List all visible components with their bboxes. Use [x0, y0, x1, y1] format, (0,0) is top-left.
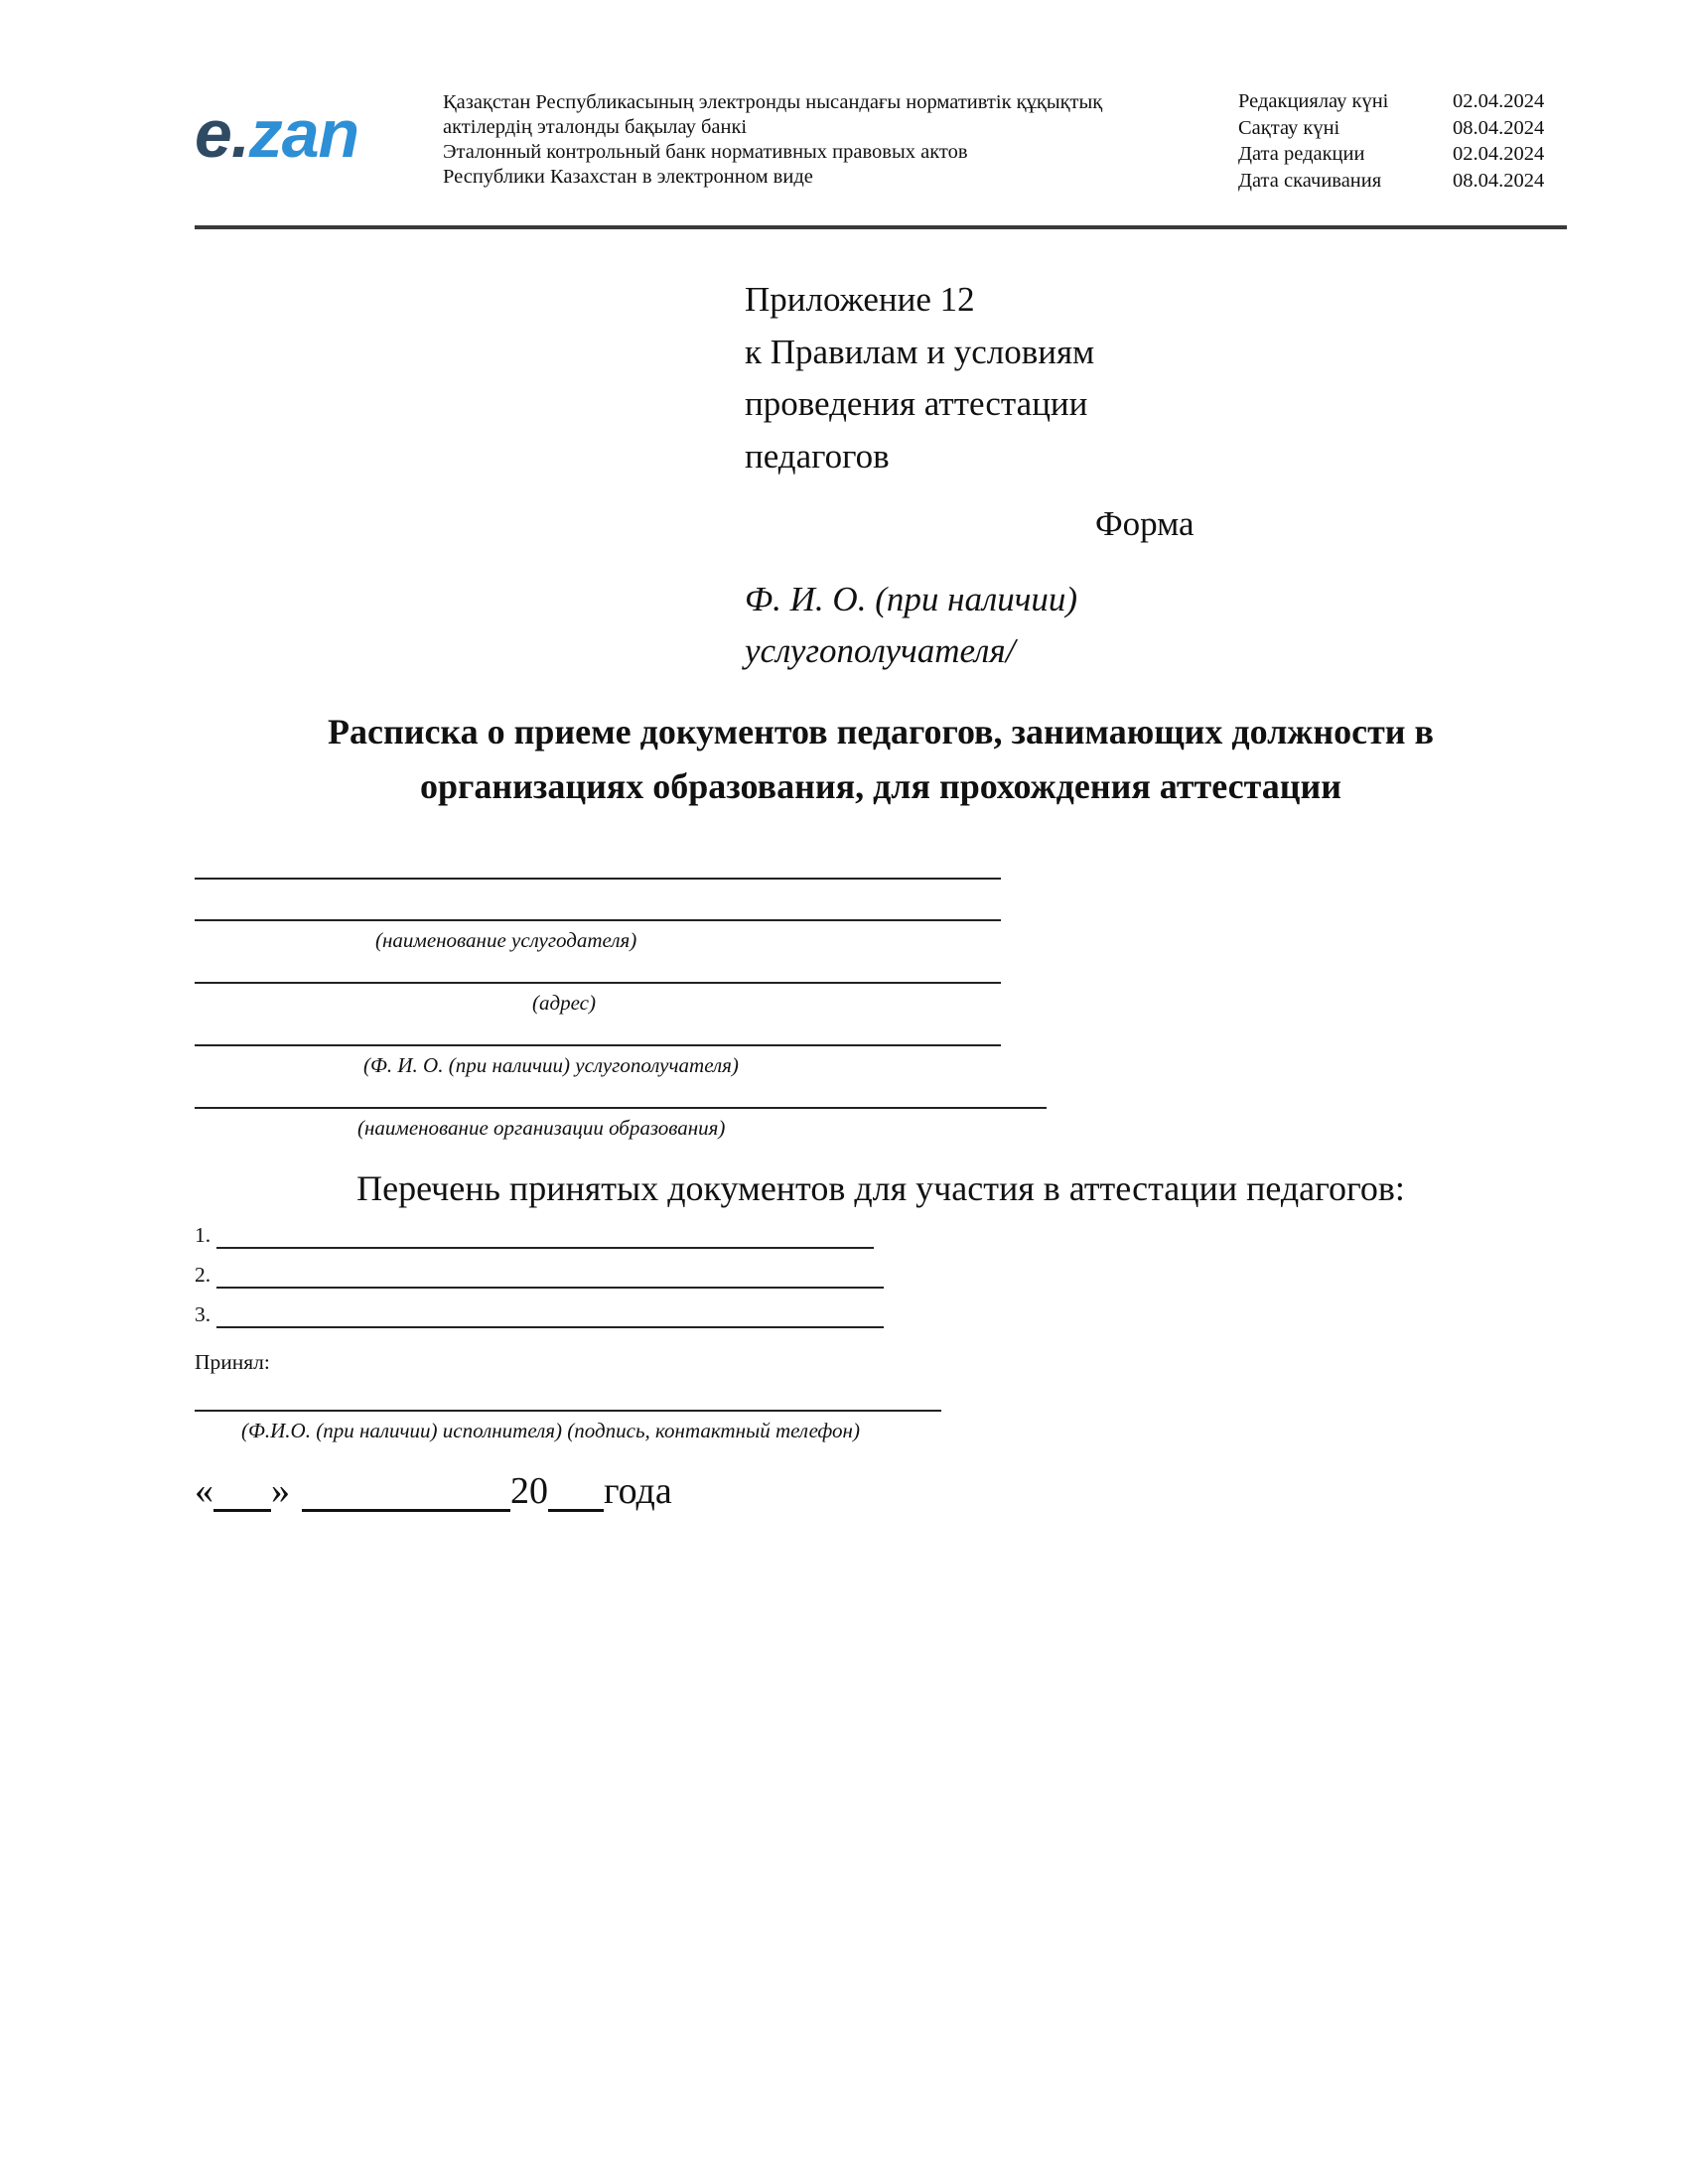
day-blank [213, 1473, 271, 1512]
provider-caption: (наименование услугодателя) [375, 928, 637, 952]
date-row-edit-ru [1238, 141, 1556, 168]
org-caption: (наименование организации образования) [357, 1116, 726, 1140]
date-row-download-ru [1238, 168, 1556, 195]
org-blank-line [195, 1107, 1047, 1109]
appendix-line-2: к Правилам и условиям [745, 332, 1095, 371]
close-quote: » [271, 1470, 290, 1512]
header-line-4: Республики Казахстан в электронном виде [443, 166, 813, 188]
provider-blank-line-2 [195, 919, 1001, 921]
date-label: Дата скачивания [1238, 169, 1382, 192]
form-label: Форма [1095, 504, 1195, 543]
provider-blank-line-1 [195, 878, 1001, 880]
title-line-2: организациях образования, для прохождения аттестации [420, 766, 1341, 806]
recipient-fio-block [745, 574, 1077, 677]
header-dates [1238, 88, 1556, 194]
date-value: 02.04.2024 [1453, 90, 1545, 112]
date-row-save-kz [1238, 115, 1556, 142]
accepted-label: Принял: [195, 1350, 270, 1374]
header-line-2: актілердің эталонды бақылау банкі [443, 116, 748, 138]
executor-caption: (Ф.И.О. (при наличии) исполнителя) (подпись, контактный телефон) [241, 1419, 860, 1442]
date-row-edit-kz [1238, 88, 1556, 115]
address-caption: (адрес) [532, 991, 596, 1015]
date-value: 08.04.2024 [1453, 169, 1545, 192]
year-suffix: года [604, 1470, 672, 1512]
ezan-logo [195, 96, 393, 172]
date-value: 02.04.2024 [1453, 143, 1545, 165]
appendix-line-1: Приложение 12 [745, 280, 975, 319]
appendix-reference [745, 274, 1301, 482]
header-line-1: Қазақстан Республикасының электронды нысандағы нормативтік құқықтық [443, 91, 1103, 113]
list-item [195, 1221, 874, 1249]
document-list-title: Перечень принятых документов для участия в аттестации педагогов: [356, 1168, 1405, 1208]
appendix-line-3: проведения аттестации [745, 384, 1088, 423]
date-line [195, 1466, 672, 1516]
open-quote: « [195, 1470, 213, 1512]
executor-blank-line [195, 1410, 941, 1412]
document-title [195, 705, 1567, 814]
list-item [195, 1261, 884, 1289]
list-item [195, 1300, 884, 1328]
header-divider [195, 225, 1567, 229]
list-item-number: 3. [195, 1302, 211, 1326]
recipient-blank-line [195, 1044, 1001, 1046]
header-description [443, 90, 1197, 190]
appendix-line-4: педагогов [745, 436, 890, 476]
date-label: Редакциялау күні [1238, 90, 1389, 112]
list-item-blank [216, 1225, 874, 1249]
list-item-blank [216, 1265, 884, 1289]
logo-dot: . [230, 96, 249, 172]
date-label: Сақтау күні [1238, 116, 1340, 139]
year-blank [548, 1473, 604, 1512]
list-item-blank [216, 1304, 884, 1328]
recipient-line-2: услугополучателя/ [745, 631, 1016, 670]
logo-e: e [195, 96, 231, 172]
list-item-number: 2. [195, 1263, 211, 1287]
list-item-number: 1. [195, 1223, 211, 1247]
logo-zan: zan [248, 96, 359, 172]
recipient-line-1: Ф. И. О. (при наличии) [745, 580, 1078, 618]
recipient-caption: (Ф. И. О. (при наличии) услугополучателя) [363, 1053, 739, 1077]
address-blank-line [195, 982, 1001, 984]
date-label: Дата редакции [1238, 143, 1365, 165]
title-line-1: Расписка о приеме документов педагогов, занимающих должности в [328, 712, 1434, 751]
header-line-3: Эталонный контрольный банк нормативных правовых актов [443, 141, 968, 163]
year-century: 20 [510, 1470, 548, 1512]
date-value: 08.04.2024 [1453, 116, 1545, 139]
month-blank [302, 1473, 510, 1512]
